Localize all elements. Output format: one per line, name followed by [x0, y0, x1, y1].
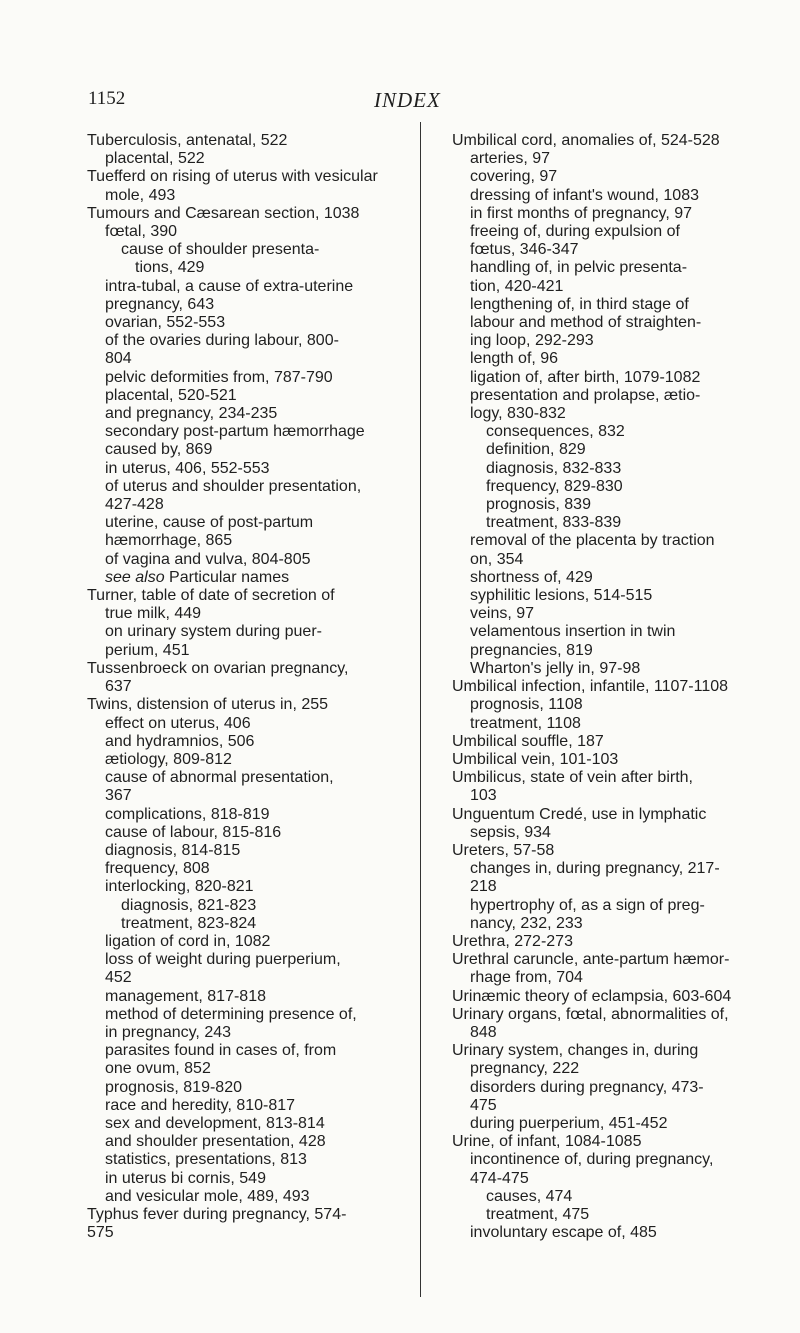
index-entry: Wharton's jelly in, 97-98: [470, 659, 641, 677]
index-entry: prognosis, 819-820: [105, 1078, 242, 1096]
index-entry: placental, 520-521: [105, 386, 237, 404]
index-entry: mole, 493: [105, 186, 176, 204]
index-entry: cause of shoulder presenta-: [121, 241, 320, 259]
index-entry: in pregnancy, 243: [105, 1023, 232, 1041]
index-entry: of uterus and shoulder presentation,: [105, 477, 362, 495]
index-entry: Tuefferd on rising of uterus with vesicular: [87, 168, 378, 186]
index-entry: and pregnancy, 234-235: [105, 405, 278, 423]
index-entry: cause of labour, 815-816: [105, 823, 282, 841]
index-entry: disorders during pregnancy, 473-: [470, 1078, 704, 1096]
index-entry: ovarian, 552-553: [105, 314, 226, 332]
index-entry: one ovum, 852: [105, 1060, 211, 1078]
index-entry: lengthening of, in third stage of: [470, 295, 689, 313]
index-entry: ligation of cord in, 1082: [105, 932, 271, 950]
index-entry: definition, 829: [486, 441, 586, 459]
index-entry: nancy, 232, 233: [470, 914, 583, 932]
index-entry: covering, 97: [470, 168, 558, 186]
index-entry: causes, 474: [486, 1187, 573, 1205]
index-entry: Urethra, 272-273: [452, 932, 573, 950]
index-entry: fœtal, 390: [105, 223, 178, 241]
index-entry: 452: [105, 969, 132, 987]
index-entry: freeing of, during expulsion of: [470, 223, 680, 241]
index-entry: in uterus bi cornis, 549: [105, 1169, 266, 1187]
index-entry: changes in, during pregnancy, 217-: [470, 860, 720, 878]
index-entry: presentation and prolapse, ætio-: [470, 386, 701, 404]
index-entry: interlocking, 820-821: [105, 878, 254, 896]
index-entry: prognosis, 839: [486, 496, 591, 514]
page-title: INDEX: [374, 88, 441, 112]
index-entry: caused by, 869: [105, 441, 213, 459]
page-number: 1152: [88, 88, 126, 109]
index-entry: removal of the placenta by traction: [470, 532, 715, 550]
index-entry: pregnancies, 819: [470, 641, 593, 659]
index-entry: placental, 522: [105, 150, 205, 168]
index-entry: 637: [105, 678, 132, 696]
index-column-left: [87, 132, 412, 1242]
index-entry: Urinary system, changes in, during: [452, 1042, 699, 1060]
index-entry: Twins, distension of uterus in, 255: [87, 696, 329, 714]
index-entry: ligation of, after birth, 1079-1082: [470, 368, 701, 386]
index-entry: pregnancy, 643: [105, 295, 215, 313]
index-entry: effect on uterus, 406: [105, 714, 251, 732]
index-entry: of the ovaries during labour, 800-: [105, 332, 339, 350]
page-header: [88, 88, 788, 118]
index-entry: Urine, of infant, 1084-1085: [452, 1133, 642, 1151]
index-entry: 218: [470, 878, 497, 896]
index-entry: 474-475: [470, 1169, 529, 1187]
index-entry: and vesicular mole, 489, 493: [105, 1187, 310, 1205]
index-entry: syphilitic lesions, 514-515: [470, 587, 653, 605]
index-entry: Umbilical cord, anomalies of, 524-528: [452, 132, 720, 149]
index-entry: dressing of infant's wound, 1083: [470, 186, 699, 204]
index-entry: treatment, 823-824: [121, 914, 257, 932]
index-entry: on, 354: [470, 550, 524, 568]
index-entry: Umbilical vein, 101-103: [452, 750, 619, 768]
index-entry: loss of weight during puerperium,: [105, 951, 341, 969]
index-entry: sex and development, 813-814: [105, 1114, 325, 1132]
index-entry: pregnancy, 222: [470, 1060, 580, 1078]
index-entry: true milk, 449: [105, 605, 202, 623]
index-entry: consequences, 832: [486, 423, 625, 441]
index-entry: management, 817-818: [105, 987, 266, 1005]
index-entry: perium, 451: [105, 641, 190, 659]
index-entry: 475: [470, 1096, 497, 1114]
index-entry: diagnosis, 814-815: [105, 841, 241, 859]
index-entry: Urinary organs, fœtal, abnormalities of,: [452, 1005, 729, 1023]
index-entry: parasites found in cases of, from: [105, 1042, 337, 1060]
index-entry: ing loop, 292-293: [470, 332, 594, 350]
index-entry: 367: [105, 787, 132, 805]
index-entry: intra-tubal, a cause of extra-uterine: [105, 277, 354, 295]
index-entry: Urinæmic theory of eclampsia, 603-604: [452, 987, 732, 1005]
index-entry: diagnosis, 821-823: [121, 896, 257, 914]
index-entry: Tuberculosis, antenatal, 522: [87, 132, 288, 149]
index-entry: Umbilicus, state of vein after birth,: [452, 769, 693, 787]
index-entry: shortness of, 429: [470, 568, 593, 586]
index-entry: method of determining presence of,: [105, 1005, 357, 1023]
index-entry: tions, 429: [135, 259, 205, 277]
index-entry: 848: [470, 1023, 497, 1041]
index-entry: arteries, 97: [470, 150, 551, 168]
index-entry: frequency, 808: [105, 860, 210, 878]
index-entry: in first months of pregnancy, 97: [470, 204, 693, 222]
index-entry: diagnosis, 832-833: [486, 459, 622, 477]
index-column-right: [452, 132, 777, 1242]
index-entry: 575: [87, 1224, 114, 1242]
index-entry: and shoulder presentation, 428: [105, 1133, 326, 1151]
index-entry: uterine, cause of post-partum: [105, 514, 314, 532]
index-entry: Turner, table of date of secretion of: [87, 587, 335, 605]
index-entry: Typhus fever during pregnancy, 574-: [87, 1205, 347, 1223]
index-entry: Tumours and Cæsarean section, 1038: [87, 204, 360, 222]
index-entry: of vagina and vulva, 804-805: [105, 550, 311, 568]
index-entry: 804: [105, 350, 132, 368]
index-entry: pelvic deformities from, 787-790: [105, 368, 333, 386]
index-entry: length of, 96: [470, 350, 559, 368]
index-entry: fœtus, 346-347: [470, 241, 579, 259]
index-entry: sepsis, 934: [470, 823, 551, 841]
index-entry: statistics, presentations, 813: [105, 1151, 307, 1169]
index-entry: during puerperium, 451-452: [470, 1114, 668, 1132]
index-entry: cause of abnormal presentation,: [105, 769, 334, 787]
index-entry: ætiology, 809-812: [105, 750, 232, 768]
column-divider: [420, 122, 421, 1297]
index-entry: frequency, 829-830: [486, 477, 623, 495]
index-entry: Tussenbroeck on ovarian pregnancy,: [87, 659, 349, 677]
index-entry: Ureters, 57-58: [452, 841, 555, 859]
index-entry: Unguentum Credé, use in lymphatic: [452, 805, 707, 823]
index-entry: treatment, 475: [486, 1205, 590, 1223]
index-entry: involuntary escape of, 485: [470, 1224, 657, 1242]
index-entry: race and heredity, 810-817: [105, 1096, 296, 1114]
index-entry: incontinence of, during pregnancy,: [470, 1151, 714, 1169]
index-entry: in uterus, 406, 552-553: [105, 459, 270, 477]
index-entry: Umbilical souffle, 187: [452, 732, 604, 750]
index-entry: hypertrophy of, as a sign of preg-: [470, 896, 705, 914]
index-entry: complications, 818-819: [105, 805, 270, 823]
see-also-label: see also: [105, 568, 170, 586]
index-entry: Urethral caruncle, ante-partum hæmor-: [452, 951, 730, 969]
index-entry: prognosis, 1108: [470, 696, 583, 714]
index-entry: labour and method of straighten-: [470, 314, 702, 332]
index-entry: treatment, 833-839: [486, 514, 622, 532]
index-entry: on urinary system during puer-: [105, 623, 322, 641]
index-entry: handling of, in pelvic presenta-: [470, 259, 688, 277]
index-entry: tion, 420-421: [470, 277, 564, 295]
index-entry: treatment, 1108: [470, 714, 581, 732]
index-entry: secondary post-partum hæmorrhage: [105, 423, 365, 441]
index-entry: see also Particular names: [105, 568, 290, 586]
index-entry: logy, 830-832: [470, 405, 566, 423]
index-entry: rhage from, 704: [470, 969, 583, 987]
index-entry: 103: [470, 787, 497, 805]
index-entry: veins, 97: [470, 605, 535, 623]
index-entry: hæmorrhage, 865: [105, 532, 233, 550]
index-entry: velamentous insertion in twin: [470, 623, 676, 641]
index-entry: 427-428: [105, 496, 164, 514]
index-entry: Umbilical infection, infantile, 1107-1108: [452, 678, 729, 696]
index-entry: and hydramnios, 506: [105, 732, 255, 750]
